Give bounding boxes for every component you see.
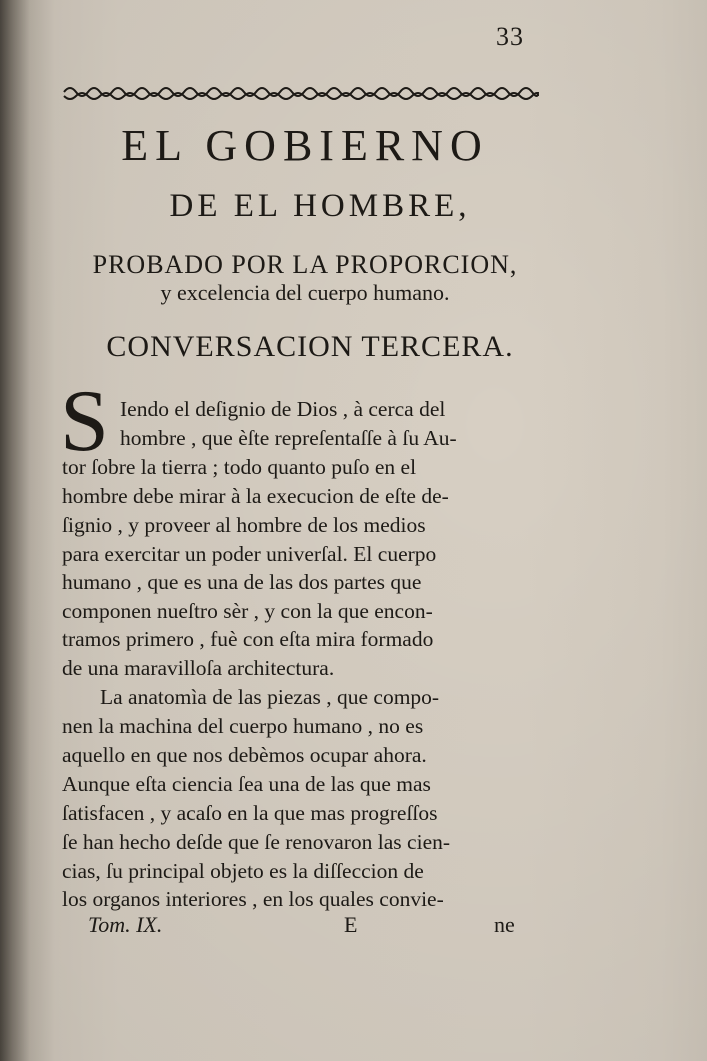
- drop-cap: S: [60, 373, 109, 470]
- body-line: de una maravilloſa architectura.: [62, 656, 335, 680]
- body-line: humano , que es una de las dos partes que: [62, 570, 422, 594]
- body-line: tramos primero , fuè con eſta mira formado: [62, 627, 434, 651]
- title-sub: DE EL HOMBRE,: [169, 188, 471, 224]
- body-line: ſignio , y proveer al hombre de los medios: [62, 513, 426, 537]
- body-line: La anatomìa de las piezas , que compo-: [100, 685, 440, 709]
- body-line: hombre debe mirar à la execucion de eſte de-: [62, 484, 449, 508]
- body-line: tor ſobre la tierra ; todo quanto puſo en el: [62, 455, 417, 479]
- page-number: 33: [496, 22, 524, 51]
- footer-signature-mark: E: [344, 912, 358, 937]
- body-line: ſatisfacen , y acaſo en la que mas progreſſos: [62, 801, 438, 825]
- section-heading: CONVERSACION TERCERA.: [106, 330, 514, 363]
- body-line: aquello en que nos debèmos ocupar ahora.: [62, 743, 427, 767]
- body-line: ſe han hecho deſde que ſe renovaron las cien-: [62, 830, 451, 854]
- title-third: PROBADO POR LA PROPORCION,: [92, 250, 518, 279]
- body-line: para exercitar un poder univerſal. El cuerpo: [62, 542, 437, 566]
- ornament-border-icon: [62, 82, 540, 102]
- body-line: Aunque eſta ciencia ſea una de las que mas: [62, 772, 431, 796]
- body-line: nen la machina del cuerpo humano , no es: [62, 714, 424, 738]
- footer-volume: Tom. IX.: [88, 912, 163, 937]
- body-line: cias, ſu principal objeto es la diſſeccion de: [62, 859, 424, 883]
- title-fourth: y excelencia del cuerpo humano.: [160, 280, 450, 305]
- footer-catchword: ne: [494, 912, 515, 937]
- title-main: EL GOBIERNO: [121, 121, 489, 170]
- body-line: los organos interiores , en los quales convie-: [62, 887, 444, 911]
- body-line: hombre , que èſte repreſentaſſe à ſu Au-: [120, 426, 457, 450]
- body-line: componen nueſtro sèr , y con la que encon-: [62, 599, 433, 623]
- body-line: Iendo el deſignio de Dios , à cerca del: [120, 397, 446, 421]
